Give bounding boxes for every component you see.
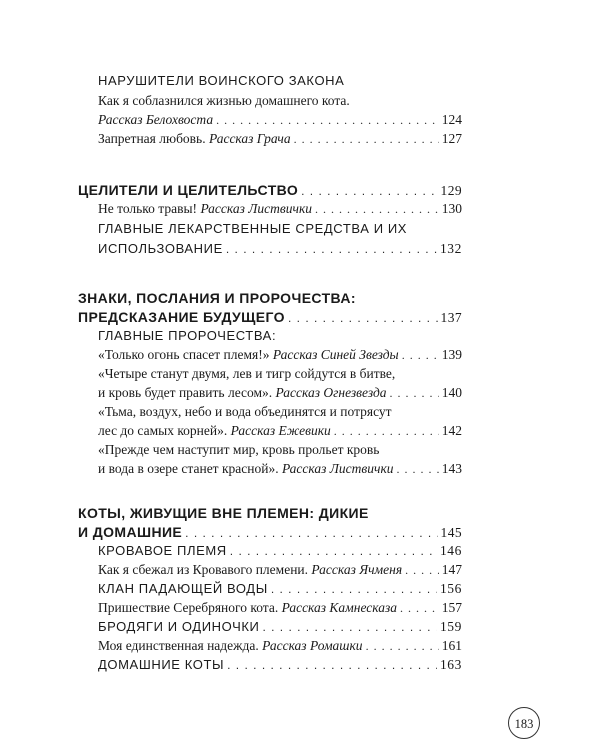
entry-text: лес до самых корней».	[98, 423, 228, 438]
page-ref: 139	[441, 347, 462, 362]
entry-text-line: ГЛАВНЫЕ ЛЕКАРСТВЕННЫЕ СРЕДСТВА И ИХ	[98, 221, 408, 236]
toc-entry[interactable]	[98, 421, 462, 441]
leader-dots	[301, 181, 437, 201]
section-title: ЗНАКИ, ПОСЛАНИЯ И ПРОРОЧЕСТВА:	[78, 290, 356, 306]
leader-dots	[315, 199, 439, 219]
entry-text: Запретная любовь.	[98, 131, 206, 146]
leader-dots	[334, 421, 439, 441]
page-ref: 132	[439, 241, 462, 256]
toc-entry[interactable]	[98, 129, 462, 149]
entry-italic: Рассказ Ежевики	[230, 423, 331, 438]
leader-dots	[185, 523, 437, 543]
leader-dots	[390, 383, 439, 403]
leader-dots	[405, 560, 439, 580]
entry-text: КРОВАВОЕ ПЛЕМЯ	[98, 543, 227, 558]
toc-entry[interactable]	[98, 579, 462, 599]
leader-dots	[216, 110, 439, 130]
entry-text: КЛАН ПАДАЮЩЕЙ ВОДЫ	[98, 581, 268, 596]
section-title: ПРЕДСКАЗАНИЕ БУДУЩЕГО	[78, 309, 285, 325]
entry-italic: Рассказ Листвички	[200, 201, 313, 216]
page-ref: 157	[441, 600, 462, 615]
leader-dots	[271, 579, 437, 599]
leader-dots	[366, 636, 439, 656]
entry-italic: Рассказ Листвички	[281, 461, 394, 476]
page-number-badge: 183	[508, 707, 540, 739]
entry-text: ДОМАШНИЕ КОТЫ	[98, 657, 225, 672]
section-title: ЦЕЛИТЕЛИ И ЦЕЛИТЕЛЬСТВО	[78, 182, 299, 198]
leader-dots	[294, 129, 439, 149]
section-title: НАРУШИТЕЛИ ВОИНСКОГО ЗАКОНА	[98, 73, 345, 88]
entry-text: ИСПОЛЬЗОВАНИЕ	[98, 241, 223, 256]
entry-text: Пришествие Серебряного кота.	[98, 600, 279, 615]
entry-text: Не только травы!	[98, 201, 198, 216]
leader-dots	[230, 541, 437, 561]
entry-text: и вода в озере станет красной».	[98, 461, 279, 476]
entry-text: и кровь будет править лесом».	[98, 385, 273, 400]
page-ref: 147	[441, 562, 462, 577]
toc-section[interactable]	[78, 180, 462, 201]
leader-dots	[226, 239, 437, 259]
page-ref: 159	[439, 619, 462, 634]
page-ref: 140	[441, 385, 462, 400]
toc-entry[interactable]	[98, 655, 462, 675]
entry-italic: Рассказ Белохвоста	[98, 112, 214, 127]
section-title: И ДОМАШНИЕ	[78, 524, 183, 540]
page-ref: 145	[440, 525, 462, 540]
toc-entry[interactable]	[98, 383, 462, 403]
leader-dots	[288, 308, 438, 328]
entry-italic: Рассказ Камнесказа	[281, 600, 398, 615]
page-ref: 124	[441, 112, 462, 127]
entry-italic: Рассказ Синей Звезды	[272, 347, 399, 362]
toc-section[interactable]	[78, 307, 462, 328]
page-ref: 142	[441, 423, 462, 438]
entry-italic: Рассказ Ячменя	[311, 562, 403, 577]
leader-dots	[397, 459, 439, 479]
entry-text-line: Как я соблазнился жизнью домашнего кота.	[98, 93, 350, 108]
toc-entry[interactable]	[98, 110, 462, 130]
toc-entry[interactable]	[98, 617, 462, 637]
page-ref: 130	[441, 201, 462, 216]
toc-entry[interactable]	[98, 636, 462, 656]
toc-entry[interactable]	[98, 345, 462, 365]
page-ref: 143	[441, 461, 462, 476]
page-ref: 156	[439, 581, 462, 596]
toc-entry[interactable]	[98, 199, 462, 219]
entry-text: Как я сбежал из Кровавого племени.	[98, 562, 309, 577]
page-ref: 161	[441, 638, 462, 653]
page-ref: 163	[439, 657, 462, 672]
page-ref: 146	[439, 543, 462, 558]
entry-text-line: «Четыре станут двумя, лев и тигр сойдутся в битве,	[98, 366, 396, 381]
page-ref: 137	[440, 310, 462, 325]
toc-entry[interactable]	[98, 598, 462, 618]
entry-italic: Рассказ Грача	[208, 131, 291, 146]
entry-text: Моя единственная надежда.	[98, 638, 259, 653]
leader-dots	[402, 345, 439, 365]
leader-dots	[400, 598, 439, 618]
subsection-heading: ГЛАВНЫЕ ПРОРОЧЕСТВА:	[98, 328, 277, 343]
toc-entry[interactable]	[98, 541, 462, 561]
page-ref: 129	[440, 183, 462, 198]
entry-text: БРОДЯГИ И ОДИНОЧКИ	[98, 619, 260, 634]
toc-entry[interactable]	[98, 239, 462, 259]
leader-dots	[227, 655, 437, 675]
leader-dots	[262, 617, 436, 637]
toc-section[interactable]	[78, 522, 462, 543]
entry-text: «Только огонь спасет племя!»	[98, 347, 270, 362]
toc-entry[interactable]	[98, 560, 462, 580]
entry-text-line: «Тьма, воздух, небо и вода объединятся и потрясут	[98, 404, 392, 419]
entry-italic: Рассказ Ромашки	[262, 638, 363, 653]
section-title: КОТЫ, ЖИВУЩИЕ ВНЕ ПЛЕМЕН: ДИКИЕ	[78, 505, 369, 521]
page-ref: 127	[441, 131, 462, 146]
entry-text-line: «Прежде чем наступит мир, кровь прольет кровь	[98, 442, 380, 457]
toc-entry[interactable]	[98, 459, 462, 479]
entry-italic: Рассказ Огнезвезда	[275, 385, 387, 400]
